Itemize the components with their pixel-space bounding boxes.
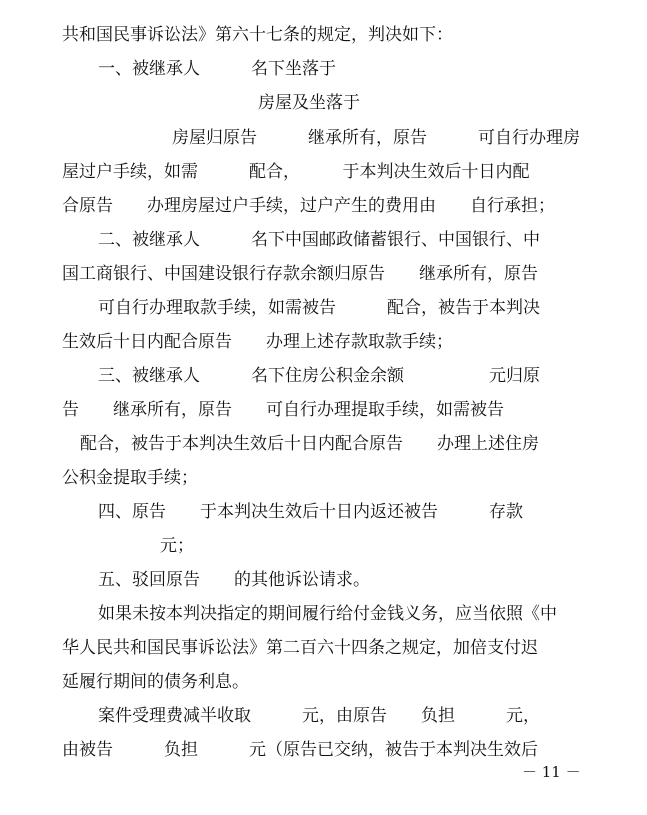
text-line-11: 三、被继承人 名下住房公积金余额 元归原 [98, 366, 540, 386]
text-line-20: 延履行期间的债务利息。 [62, 672, 249, 692]
text-line-9: 可自行办理取款手续，如需被告 配合，被告于本判决 [98, 298, 540, 318]
text-line-14: 公积金提取手续； [62, 468, 198, 488]
text-line-3: 房屋及坐落于 [258, 93, 360, 113]
text-line-7: 二、被继承人 名下中国邮政储蓄银行、中国银行、中 [98, 230, 540, 250]
text-line-19: 华人民共和国民事诉讼法》第二百六十四条之规定，加倍支付迟 [62, 638, 538, 658]
text-line-1: 共和国民事诉讼法》第六十七条的规定，判决如下： [62, 25, 453, 45]
text-line-21: 案件受理费减半收取 元，由原告 负担 元， [98, 706, 540, 726]
text-line-12: 告 继承所有，原告 可自行办理提取手续，如需被告 [62, 400, 504, 420]
text-line-16: 元； [160, 536, 194, 556]
page-number: － 11 － [522, 763, 581, 781]
text-line-4: 房屋归原告 继承所有，原告 可自行办理房 [172, 128, 580, 148]
text-line-10: 生效后十日内配合原告 办理上述存款取款手续； [62, 332, 453, 352]
text-line-15: 四、原告 于本判决生效后十日内返还被告 存款 [98, 502, 523, 522]
text-line-6: 合原告 办理房屋过户手续，过户产生的费用由 自行承担； [62, 196, 555, 216]
text-line-17: 五、驳回原告 的其他诉讼请求。 [98, 570, 370, 590]
text-line-18: 如果未按本判决指定的期间履行给付金钱义务，应当依照《中 [98, 604, 557, 624]
text-line-2: 一、被继承人 名下坐落于 [98, 59, 336, 79]
text-line-13: 配合，被告于本判决生效后十日内配合原告 办理上述住房 [80, 434, 539, 454]
text-line-5: 屋过户手续，如需 配合， 于本判决生效后十日内配 [62, 162, 530, 182]
text-line-22: 由被告 负担 元（原告已交纳，被告于本判决生效后 [62, 740, 538, 760]
text-line-8: 国工商银行、中国建设银行存款余额归原告 继承所有，原告 [62, 264, 538, 284]
